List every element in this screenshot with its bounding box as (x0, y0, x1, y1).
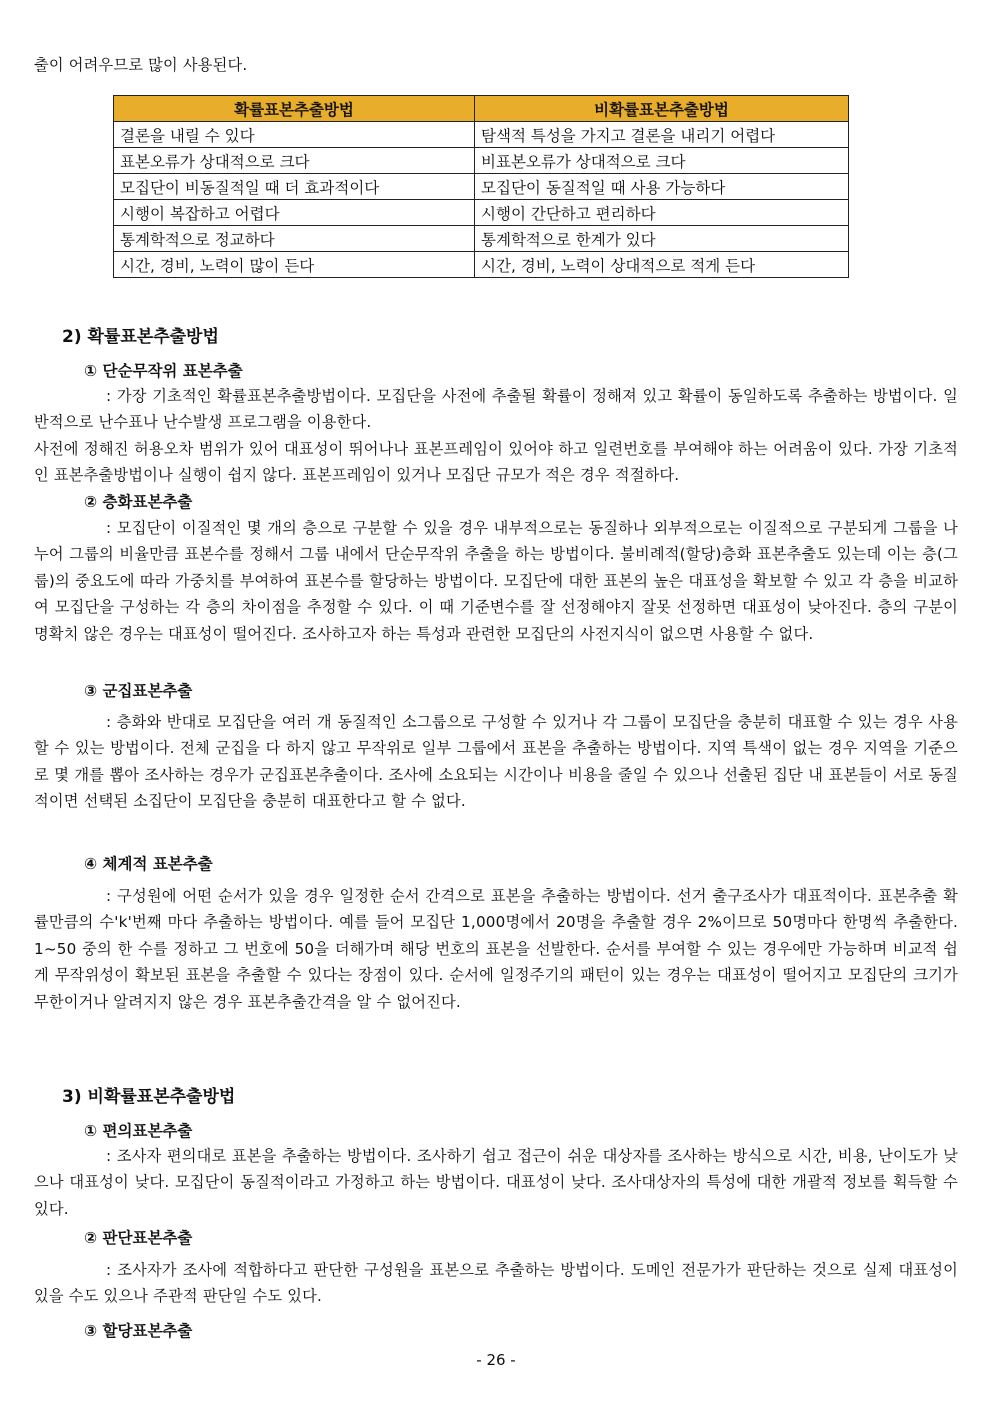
subheading-simple-random: ① 단순무작위 표본추출 (84, 362, 243, 380)
subheading-convenience: ① 편의표본추출 (84, 1122, 193, 1140)
table-cell: 통계학적으로 정교하다 (114, 226, 475, 252)
paragraph-simple-random-2: 사전에 정해진 허용오차 범위가 있어 대표성이 뛰어나나 표본프레임이 있어야 하고 일련번호를 부여해야 하는 어려움이 있다. 가장 기초적인 표본추출방법이나 실행이 쉽지 않다. 표본프레임이 있거나 모집단 규모가 적은 경우 적절하다. (34, 440, 958, 485)
intro-line: 출이 어려우므로 많이 사용된다. (34, 56, 248, 74)
subheading-quota: ③ 할당표본추출 (84, 1322, 193, 1340)
table-cell: 표본오류가 상대적으로 크다 (114, 148, 475, 174)
table-header-row (114, 96, 849, 122)
section-heading-nonprobability-sampling: 3) 비확률표본추출방법 (62, 1087, 236, 1107)
table-cell: 시행이 복잡하고 어렵다 (114, 200, 475, 226)
paragraph-judgment: : 조사자가 조사에 적합하다고 판단한 구성원을 표본으로 추출하는 방법이다. 도메인 전문가가 판단하는 것으로 실제 대표성이 있을 수도 있으나 주관적 판단일 수도 있다. (34, 1261, 958, 1306)
table-cell: 시간, 경비, 노력이 많이 든다 (114, 252, 475, 278)
subheading-systematic: ④ 체계적 표본추출 (84, 855, 213, 873)
table-row (114, 148, 849, 174)
table-cell: 통계학적으로 한계가 있다 (475, 226, 849, 252)
table-row (114, 174, 849, 200)
paragraph-cluster: : 층화와 반대로 모집단을 여러 개 동질적인 소그룹으로 구성할 수 있거나 각 그룹이 모집단을 충분히 대표할 수 있는 경우 사용할 수 있는 방법이다. 전체 군집을 다 하지 않고 무작위로 일부 그룹에서 표본을 추출하는 방법이다. 지역 특색이 없는 경우 지역을 기준으로 몇 개를 뽑아 조사하는 경우가 군집표본추출이다. 조사에 소요되는 시간이나 비용을 줄일 수 있으나 선출된 집단 내 표본들이 서로 동질적이면 선택된 소집단이 모집단을 충분히 대표한다고 할 수 없다. (34, 713, 958, 811)
subheading-stratified: ② 층화표본추출 (84, 493, 193, 511)
subheading-judgment: ② 판단표본추출 (84, 1229, 193, 1247)
table-row (114, 226, 849, 252)
table-row (114, 122, 849, 148)
comparison-table (113, 95, 849, 278)
table-cell: 비표본오류가 상대적으로 크다 (475, 148, 849, 174)
table-cell: 결론을 내릴 수 있다 (114, 122, 475, 148)
header-nonprobability: 비확률표본추출방법 (475, 96, 849, 122)
page-number: - 26 - (476, 1351, 516, 1369)
header-probability: 확률표본추출방법 (114, 96, 475, 122)
table-cell: 탐색적 특성을 가지고 결론을 내리기 어렵다 (475, 122, 849, 148)
table-row (114, 252, 849, 278)
table-row (114, 200, 849, 226)
table-cell: 시간, 경비, 노력이 상대적으로 적게 든다 (475, 252, 849, 278)
table-cell: 모집단이 동질적일 때 사용 가능하다 (475, 174, 849, 200)
paragraph-systematic: : 구성원에 어떤 순서가 있을 경우 일정한 순서 간격으로 표본을 추출하는 방법이다. 선거 출구조사가 대표적이다. 표본추출 확률만큼의 수'k'번째 마다 추출하는 방법이다. 예를 들어 모집단 1,000명에서 20명을 추출할 경우 2%이므로 50명마다 한명씩 추출한다. 1~50 중의 한 수를 정하고 그 번호에 50을 더해가며 해당 번호의 표본을 선발한다. 순서를 부여할 수 있는 경우에만 가능하며 비교적 쉽게 무작위성이 확보된 표본을 추출할 수 있다는 장점이 있다. 순서에 일정주기의 패턴이 있는 경우는 대표성이 떨어지고 모집단의 크기가 무한이거나 알려지지 않은 경우 표본추출간격을 알 수 없어진다. (34, 887, 958, 1011)
paragraph-simple-random-1: : 가장 기초적인 확률표본추출방법이다. 모집단을 사전에 추출될 확률이 정해져 있고 확률이 동일하도록 추출하는 방법이다. 일반적으로 난수표나 난수발생 프로그램을 이용한다. (34, 387, 958, 432)
section-heading-probability-sampling: 2) 확률표본추출방법 (62, 327, 219, 347)
paragraph-stratified: : 모집단이 이질적인 몇 개의 층으로 구분할 수 있을 경우 내부적으로는 동질하나 외부적으로는 이질적으로 구분되게 그룹을 나누어 그룹의 비율만큼 표본수를 정해서 그룹 내에서 단순무작위 추출을 하는 방법이다. 불비례적(할당)층화 표본추출도 있는데 이는 층(그룹)의 중요도에 따라 가중치를 부여하여 표본수를 할당하는 방법이다. 모집단에 대한 표본의 높은 대표성을 확보할 수 있고 각 층을 비교하여 모집단을 구성하는 각 층의 차이점을 추정할 수 있다. 이 때 기준변수를 잘 선정해야지 잘못 선정하면 대표성이 낮아진다. 층의 구분이 명확치 않은 경우는 대표성이 떨어진다. 조사하고자 하는 특성과 관련한 모집단의 사전지식이 없으면 사용할 수 없다. (34, 519, 958, 643)
table-cell: 모집단이 비동질적일 때 더 효과적이다 (114, 174, 475, 200)
table-cell: 시행이 간단하고 편리하다 (475, 200, 849, 226)
subheading-cluster: ③ 군집표본추출 (84, 682, 193, 700)
paragraph-convenience: : 조사자 편의대로 표본을 추출하는 방법이다. 조사하기 쉽고 접근이 쉬운 대상자를 조사하는 방식으로 시간, 비용, 난이도가 낮으나 대표성이 낮다. 모집단이 동질적이라고 가정하고 하는 방법이다. 대표성이 낮다. 조사대상자의 특성에 대한 개괄적 정보를 획득할 수 있다. (34, 1147, 958, 1218)
